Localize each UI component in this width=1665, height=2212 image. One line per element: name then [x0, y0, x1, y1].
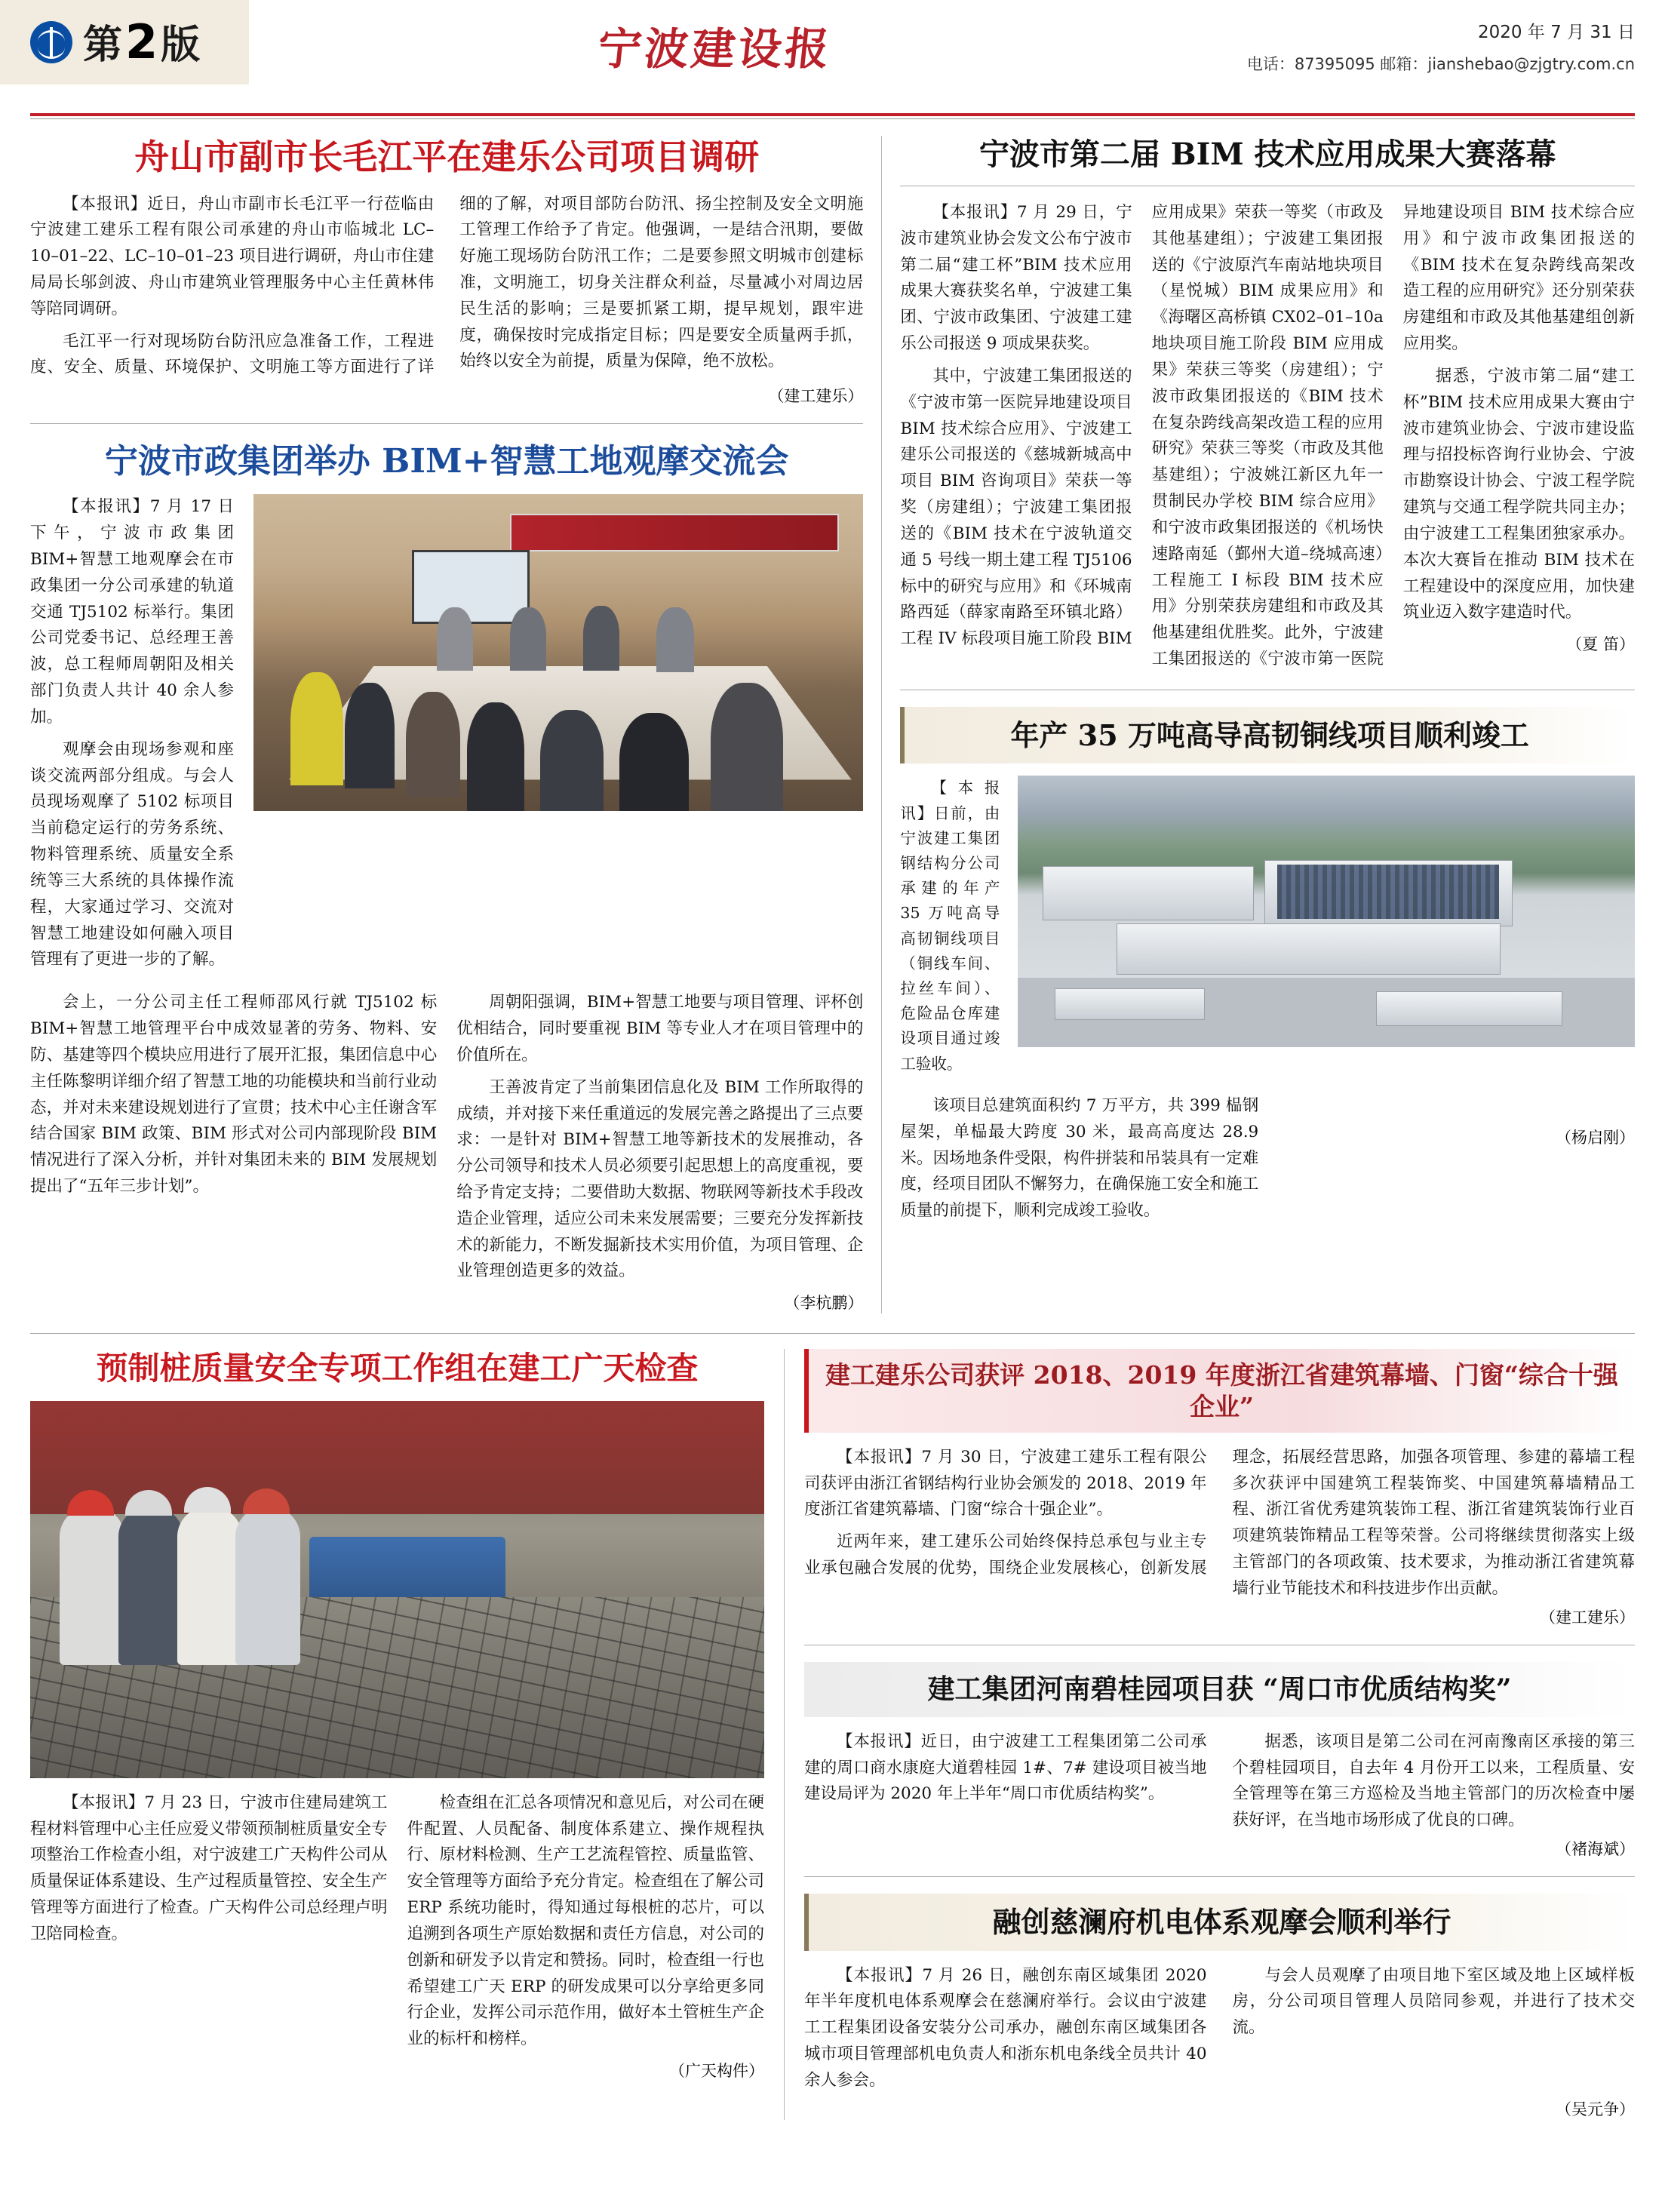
person: [711, 683, 783, 811]
masthead-rule: [30, 113, 1635, 116]
building-roof: [1376, 991, 1562, 1026]
paragraph: 近两年来，建工建乐公司始终保持总承包与业主专业承包融合发展的优势，围绕企业发展核心，创新发展理念，拓展经营思路，加强各项管理、参建的幕墙工程多次获评中国建筑工程装饰奖、中国建筑幕墙精品工程、浙江省优秀建筑装饰工程、浙江省建筑装饰行业百项建筑装饰精品工程等荣誉。公司将继续贯彻落实上级主管部门的各项政策、技术要求，为推动浙江省建筑幕墙行业节能技术和科技进步作出贡献。: [804, 1447, 1635, 1598]
article-a5-headline: 预制桩质量安全专项工作组在建工广天检查: [96, 1350, 699, 1387]
paragraph: 据悉，宁波市第二届“建工杯”BIM 技术应用成果大赛由宁波市建筑业协会、宁波市建设监理与招投标咨询行业协会、宁波市勘察设计协会、宁波工程学院建筑与交通工程学院共同主办；由宁波建工工程集团独家承办。本次大赛旨在推动 BIM 技术在工程建设中的深度应用，加快建筑业迈入数字建造时代。: [1402, 366, 1635, 622]
page-label: [83, 14, 202, 69]
article-a2: [30, 441, 863, 1313]
article-a4-intro-col: [900, 776, 1000, 1082]
person: [437, 607, 473, 671]
paragraph: 周朝阳强调，BIM+智慧工地要与项目管理、评杯创优相结合，同时要重视 BIM 等专业人才在项目管理中的价值所在。: [456, 993, 864, 1065]
article-a3: [900, 136, 1635, 673]
divider: [804, 1876, 1635, 1877]
article-a2-photo-wrap: [253, 494, 863, 979]
person: [583, 606, 619, 671]
paper-title: 宁波建设报: [595, 23, 835, 75]
article-a8-headline: 融创慈澜府机电体系观摩会顺利举行: [992, 1905, 1451, 1940]
article-a4-headline: 年产 35 万吨高导高韧铜线项目顺利竣工: [1010, 717, 1529, 752]
paragraph: 【本报讯】7 月 29 日，宁波市建筑业协会发文公布宁波市第二届“建工杯”BIM 技术应用成果大赛获奖名单，宁波建工集团、宁波市政集团、宁波建工建乐公司报送 9 项成果获奖。: [900, 203, 1132, 354]
person: [345, 683, 395, 788]
paragraph: 观摩会由现场参观和座谈交流两部分组成。与会人员现场观摩了 5102 标项目当前稳定运行的劳务系统、物料管理系统、质量安全系统等三大系统的具体操作流程，大家通过学习、交流对智慧工地建设如何融入项目管理有了更进一步的了解。: [30, 739, 234, 969]
article-a1-body: [30, 192, 863, 382]
article-a3-byline: （夏 笛）: [1566, 635, 1635, 654]
article-a6-headline: 建工建乐公司获评 2018、2019 年度浙江省建筑幕墙、门窗“综合十强企业”: [825, 1360, 1618, 1421]
article-a8: [804, 1894, 1635, 2120]
top-row: [30, 136, 1635, 1313]
article-a5-body: [30, 1790, 764, 2081]
article-a4-byline: （杨启刚）: [1556, 1128, 1635, 1147]
article-a4-photo-wrap: [1018, 776, 1635, 1082]
article-a7: [804, 1662, 1635, 1860]
article-a6: [804, 1349, 1635, 1627]
article-a4-col1: [900, 1093, 1258, 1230]
worker: [60, 1507, 124, 1665]
article-a1: [30, 136, 863, 407]
divider: [30, 423, 863, 424]
paragraph: 【本报讯】近日，舟山市副市长毛江平一行莅临由宁波建工建乐工程有限公司承建的舟山市临城北 LC–10–01–22、LC–10–01–23 项目进行调研，舟山市住建局局长邬剑波、舟山市建筑业管理服务中心主任黄林伟等陪同调研。: [30, 194, 435, 318]
paragraph: 【本报讯】7 月 30 日，宁波建工建乐工程有限公司获评由浙江省钢结构行业协会颁发的 2018、2019 年度浙江省建筑幕墙、门窗“综合十强企业”。: [804, 1447, 1207, 1519]
paragraph: 与会人员观摩了由项目地下室区域及地上区域样板房，分公司项目管理人员陪同参观，并进行了技术交流。: [1232, 1965, 1635, 2038]
article-a8-body: [804, 1963, 1635, 2094]
article-a5-byline: （广天构件）: [669, 2062, 764, 2081]
paragraph: 王善波肯定了当前集团信息化及 BIM 工作所取得的成绩，并对接下来任重道远的发展完善之路提出了三点要求：一是针对 BIM+智慧工地等新技术的发展推动，各分公司领导和技术人员必须要引起思想上的高度重视，要给予肯定支持；二要借助大数据、物联网等新技术手段改造企业管理，适应公司未来发展需要；三要充分发挥新技术的新能力，不断发掘新技术实用价值，为项目管理、企业管理创造更多的效益。: [456, 1077, 864, 1281]
article-a2-col2: [456, 990, 863, 1313]
person: [467, 702, 524, 811]
article-a8-byline: （吴元争）: [1556, 2100, 1635, 2118]
masthead: [0, 0, 1665, 113]
person: [656, 607, 694, 672]
article-a6-body: [804, 1445, 1635, 1602]
paragraph: 【本报讯】7 月 26 日，融创东南区域集团 2020 年半年度机电体系观摩会在慈澜府举行。会议由宁波建工工程集团设备安装分公司承办，融创东南区域集团各城市项目管理部机电负责人和浙东机电条线全员共计 40 余人参会。: [804, 1965, 1207, 2090]
article-a6-byline: （建工建乐）: [1540, 1608, 1635, 1627]
article-a6-headline-band: [804, 1349, 1635, 1433]
article-a4-bottom: [900, 1093, 1635, 1230]
article-a4-headline-band: [900, 707, 1635, 764]
paragraph: 【本报讯】7 月 17 日下午，宁波市政集团 BIM+智慧工地观摩会在市政集团一分公司承建的轨道交通 TJ5102 标举行。集团公司党委书记、总经理王善波，总工程师周朝阳及相关部门负责人共计 40 余人参加。: [30, 497, 234, 727]
paragraph: 【本报讯】近日，由宁波建工工程集团第二公司承建的周口商水康庭大道碧桂园 1#、7# 建设项目被当地建设局评为 2020 年上半年“周口市优质结构奖”。: [804, 1731, 1207, 1804]
bottom-left-column: [30, 1349, 785, 2119]
issue-date: 2020 年 7 月 31 日: [1478, 23, 1635, 42]
right-column: [881, 136, 1635, 1313]
person: [406, 692, 460, 797]
left-column: [30, 136, 881, 1313]
article-a3-headline: 宁波市第二届 BIM 技术应用成果大赛落幕: [978, 137, 1556, 172]
solar-panels: [1277, 865, 1499, 919]
bottom-row: [30, 1349, 1635, 2119]
factory-aerial-photo: [1018, 776, 1635, 1047]
paragraph: 毛江平一行对现场防台防汛应急准备工作，工程进度、安全、质量、环境保护、文明施工等方面进行了详细的了解，对项目部防台防汛、扬尘控制及安全文明施工管理工作给予了肯定。他强调，一是结合汛期，要做好施工现场防台防汛工作；二是要参照文明城市创建标准，文明施工，切身关注群众利益，尽量减小对周边居民生活的影响；三是要抓紧工期，提早规划，跟牢进度，确保按时完成指定目标；四是要安全质量两手抓，始终以安全为前提，质量为保障，绝不放松。: [30, 194, 864, 377]
paragraph: 检查组在汇总各项情况和意见后，对公司在硬件配置、人员配备、制度体系建立、操作规程执行、原材料检测、生产工艺流程管控、质量监管、安全管理等方面给予充分肯定。检查组在了解公司 ERP 系统功能时，得知通过每根桩的芯片，可以追溯到各项生产原始数据和责任方信息，对公司的创新和研发予以肯定和赞扬。同时，检查组一行也希望建工广天 ERP 的研发成果可以分享给更多同行企业，发挥公司示范作用，做好本土管桩生产企业的标杆和榜样。: [407, 1793, 764, 2049]
article-a3-body: [900, 200, 1635, 673]
person: [290, 672, 343, 785]
article-a4-top: [900, 776, 1635, 1082]
paragraph: 【本报讯】日前，由宁波建工集团钢结构分公司承建的年产 35 万吨高导高韧铜线项目（铜线车间、拉丝车间）、危险品仓库建设项目通过竣工验收。: [900, 779, 1000, 1073]
article-a2-col1: [30, 990, 437, 1313]
meeting-banner: [510, 514, 840, 551]
article-a4-col2: [1276, 1093, 1635, 1230]
person: [619, 713, 689, 811]
worker: [118, 1507, 183, 1665]
article-a2-top: [30, 494, 863, 979]
meeting-photo: [253, 494, 863, 811]
article-a2-byline: （李杭鹏）: [784, 1294, 864, 1313]
rebar-workshop-photo: [30, 1401, 764, 1778]
paragraph: 据悉，该项目是第二公司在河南豫南区承接的第三个碧桂园项目，自去年 4 月份开工以来，工程质量、安全管理等在第三方巡检及当地主管部门的历次检查中屡获好评，在当地市场形成了优良的口碑。: [1232, 1731, 1635, 1830]
person: [540, 710, 604, 811]
masthead-meta: [1182, 0, 1665, 80]
building-roof: [1055, 988, 1204, 1020]
page-number-block: [0, 0, 249, 84]
article-a2-bottom: [30, 990, 863, 1313]
paragraph: 该项目总建筑面积约 7 万平方，共 399 榀钢屋架，单榀最大跨度 30 米，最高高度达 28.9 米。因场地条件受限，构件拼装和吊装具有一定难度，经项目团队不懈努力，在确保施工安全和施工质量的前提下，顺利完成竣工验收。: [900, 1095, 1259, 1221]
page-label-suffix: 版: [161, 23, 202, 68]
article-a7-body: [804, 1729, 1635, 1834]
page-number: 2: [125, 14, 160, 69]
article-a5-col2: [407, 1790, 765, 2081]
paragraph-cont: [1276, 1093, 1635, 1120]
building-roof: [1117, 923, 1501, 975]
paper-title-block: [249, 0, 1182, 77]
article-a5: [30, 1349, 764, 2081]
page-label-prefix: 第: [83, 23, 124, 68]
bottom-right-column: [785, 1349, 1635, 2119]
worker: [177, 1507, 242, 1665]
article-a4: [900, 707, 1635, 1230]
divider-major: [30, 1333, 1635, 1334]
paragraph: 会上，一分公司主任工程师邵风行就 TJ5102 标 BIM+智慧工地管理平台中成效显著的劳务、物料、安防、基建等四个模块应用进行了展开汇报，集团信息中心主任陈黎明详细介绍了智慧工地的功能模块和当前行业动态，并对未来建设规划进行了宣贯；技术中心主任谢含军结合国家 BIM 政策、BIM 形式对公司内部现阶段 BIM 情况进行了深入分析，并针对集团未来的 BIM 发展规划提出了“五年三步计划”。: [30, 993, 438, 1196]
article-a2-headline: 宁波市政集团举办 BIM+智慧工地观摩交流会: [104, 442, 789, 481]
article-a1-byline: （建工建乐）: [768, 387, 864, 406]
article-a7-headline-band: [804, 1662, 1635, 1717]
building-roof: [1043, 866, 1254, 920]
article-a2-intro-col: [30, 494, 234, 979]
article-a7-headline: 建工集团河南碧桂园项目获 “周口市优质结构奖”: [927, 1673, 1512, 1705]
worker: [235, 1507, 300, 1665]
article-a8-headline-band: [804, 1894, 1635, 1951]
contact-line: 电话：87395095 邮箱：jianshebao@zjgtry.com.cn: [1246, 54, 1635, 73]
article-a5-col1: [30, 1790, 388, 2081]
paper-logo-icon: [30, 21, 72, 63]
article-a7-byline: （褚海斌）: [1556, 1840, 1635, 1859]
paragraph: 其中，宁波建工集团报送的《宁波市第一医院异地建设项目 BIM 技术综合应用》、宁波建工建乐公司报送的《慈城新城高中项目 BIM 咨询项目》荣获一等奖（房建组）；宁波建工集团报送的《BIM 技术在宁波轨道交通 5 号线一期土建工程 TJ5106 标中的研究与应用》和《环城南路西延（薛家南路至环镇北路）工程 IV 标段项目施工阶段 BIM 应用成果》荣获一等奖（市政及其他基建组）；宁波建工集团报送的《宁波原汽车南站地块项目（星悦城）BIM 成果应用》和《海曙区高桥镇 CX02–01–10a 地块项目施工阶段 BIM 应用成果》荣获三等奖（房建组）；宁波市政集团报送的《BIM 技术在复杂跨线高架改造工程的应用研究》荣获三等奖（市政及其他基建组）；宁波姚江新区九年一贯制民办学校 BIM 综合应用》和宁波市政集团报送的《机场快速路南延（鄞州大道–绕城高速）工程施工 I 标段 BIM 技术应用》分别荣获房建组和市政及其他基建组优胜奖。此外，宁波建工集团报送的《宁波市第一医院异地建设项目 BIM 技术综合应用》和宁波市政集团报送的《BIM 技术在复杂跨线高架改造工程的应用研究》还分别荣获房建组和市政及其他基建组创新应用奖。: [900, 203, 1635, 669]
projector-screen: [412, 550, 530, 624]
person: [510, 607, 546, 671]
page-content: [0, 119, 1665, 2120]
paragraph: 【本报讯】7 月 23 日，宁波市住建局建筑工程材料管理中心主任应爱义带领预制桩质量安全专项整治工作检查小组，对宁波建工广天构件公司从质量保证体系建设、生产过程质量管控、安全生产管理等方面进行了检查。广天构件公司总经理卢明卫陪同检查。: [30, 1793, 388, 1943]
article-a1-headline: 舟山市副市长毛江平在建乐公司项目调研: [134, 137, 760, 177]
